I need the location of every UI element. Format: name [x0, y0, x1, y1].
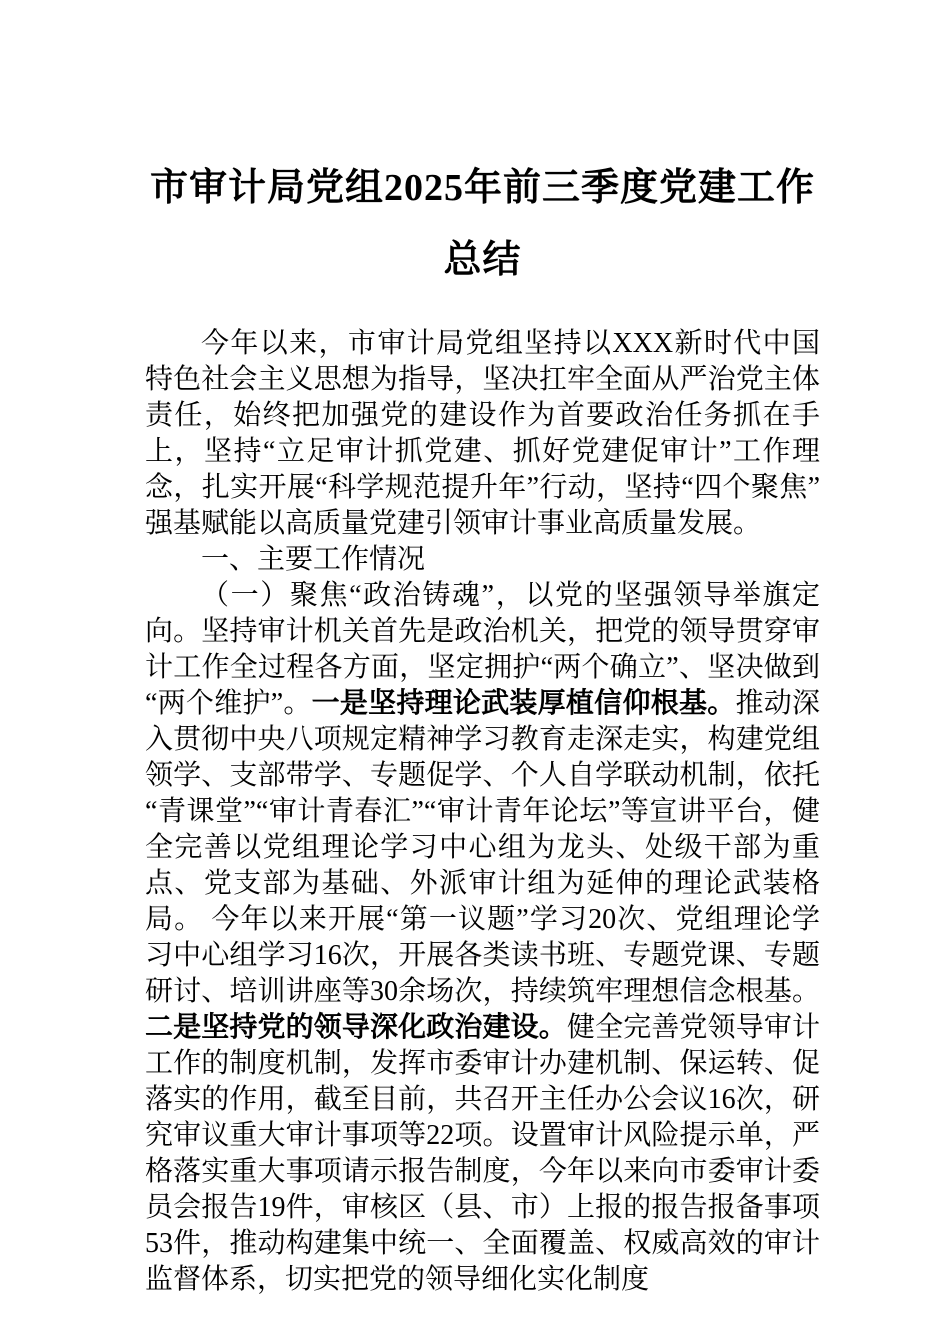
document-body: [145, 326, 820, 1298]
paragraph-section-political-focus: [145, 578, 820, 1298]
text-run: （一）聚焦“政治铸魂”，以党的坚强领导举旗定向。坚持审计机关首先是政治机关，把党的领导贯穿审计工作全过程各方面，坚定拥护“两个确立”、坚决做到“两个维护”。: [145, 580, 820, 719]
bold-text-run: 一是坚持理论武装厚植信仰根基。: [311, 688, 736, 719]
text-run: 健全完善党领导审计工作的制度机制，发挥市委审计办建机制、保运转、促落实的作用，截至目前，共召开主任办公会议16次，研究审议重大审计事项等22项。设置审计风险提示单，严格落实重大事项请示报告制度，今年以来向市委审计委员会报告19件，审核区（县、市）上报的报告报备事项53件，推动构建集中统一、全面覆盖、权威高效的审计监督体系，切实把党的领导细化实化制度: [145, 1012, 820, 1295]
bold-text-run: 二是坚持党的领导深化政治建设。: [145, 1012, 567, 1043]
text-run: 一、主要工作情况: [201, 544, 426, 575]
document-title: 市审计局党组2025年前三季度党建工作总结: [149, 167, 815, 281]
text-run: 今年以来，市审计局党组坚持以XXX新时代中国特色社会主义思想为指导，坚决扛牢全面从严治党主体责任，始终把加强党的建设作为首要政治任务抓在手上，坚持“立足审计抓党建、抓好党建促审计”工作理念，扎实开展“科学规范提升年”行动，坚持“四个聚焦”强基赋能以高质量党建引领审计事业高质量发展。: [145, 328, 820, 539]
section-heading-main-work: [145, 542, 820, 578]
paragraph-intro: [145, 326, 820, 542]
text-run: 推动深入贯彻中央八项规定精神学习教育走深走实，构建党组领学、支部带学、专题促学、个人自学联动机制，依托“青课堂”“审计青春汇”“审计青年论坛”等宣讲平台，健全完善以党组理论学习中心组为龙头、处级干部为重点、党支部为基础、外派审计组为延伸的理论武装格局。 今年以来开展“第一议题”学习20次、党组理论学习中心组学习16次，开展各类读书班、专题党课、专题研讨、培训讲座等30余场次，持续筑牢理想信念根基。: [145, 688, 820, 1007]
